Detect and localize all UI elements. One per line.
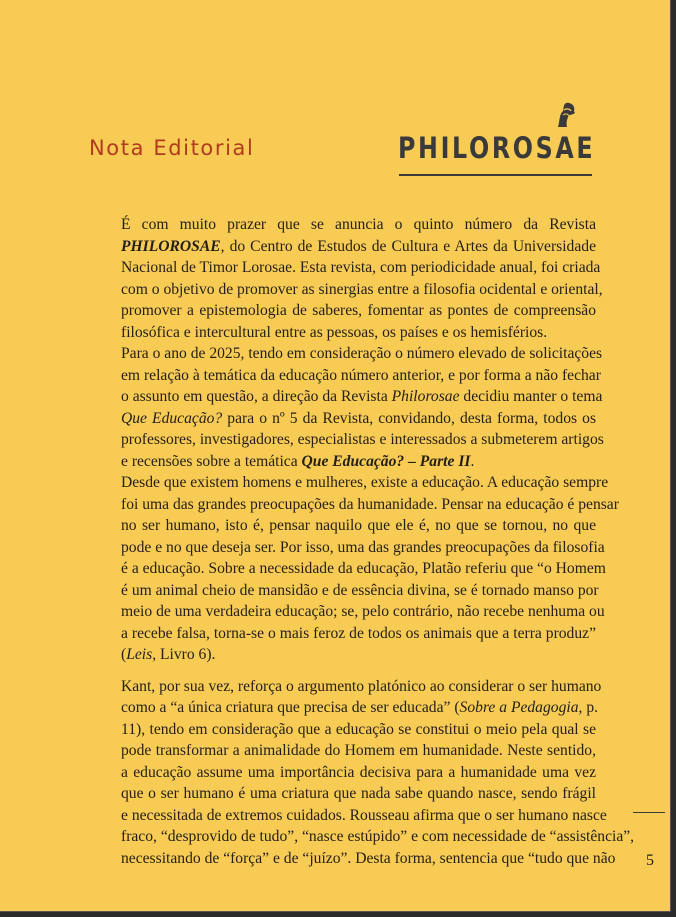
paragraph-intro: [102, 214, 603, 343]
journal-name: PHILOROSAE: [121, 237, 221, 255]
text-line: com o objetivo de promover as sinergias entre a filosofia ocidental e oriental,: [121, 280, 603, 298]
text-line: professores, investigadores, especialistas e interessados a submeterem artigos: [121, 431, 604, 448]
text-line: Nacional de Timor Lorosae. Esta revista, com periodicidade anual, foi criada: [121, 259, 601, 276]
text-line: que o ser humano é uma criatura que nada sabe quando nasce, sendo frágil: [121, 785, 596, 802]
text-line: é a educação. Sobre a necessidade da educação, Platão referiu que “o Homem: [121, 560, 606, 577]
text-line: (Leis, Livro 6).: [121, 646, 216, 663]
theme-title: Que Educação? – Parte II: [301, 452, 471, 470]
logo-underline: [399, 174, 592, 176]
text-line: PHILOROSAE, do Centro de Estudos de Cultura e Artes da Universidade: [121, 237, 596, 255]
editorial-body: [102, 214, 635, 869]
text-line: necessitando de “força” e de “juízo”. Desta forma, sentencia que “tudo que não: [121, 849, 616, 867]
section-title: Nota Editorial: [89, 136, 255, 160]
text-line: pode e no que deseja ser. Por isso, uma das grandes preocupações da filosofia: [121, 538, 605, 556]
text-line: a educação assume uma importância decisiva para a humanidade uma vez: [121, 763, 596, 781]
page-number: 5: [646, 852, 654, 869]
text-line: meio de uma verdadeira educação; se, pelo contrário, não recebe nenhuma ou: [121, 603, 605, 620]
text-line: como a “a única criatura que precisa de ser educada” (Sobre a Pedagogia, p.: [121, 699, 599, 716]
philorosae-logo: [398, 102, 598, 176]
text-line: o assunto em questão, a direção da Revista Philorosae decidiu manter o tema: [121, 388, 603, 405]
text-line: promover a epistemologia de saberes, fomentar as pontes de compreensão: [121, 302, 596, 319]
text-line: é um animal cheio de mansidão e de essência divina, se é tornado manso por: [121, 581, 599, 599]
text-line: em relação à temática da educação número anterior, e por forma a não fechar: [121, 366, 601, 384]
text-line: e recensões sobre a temática Que Educação? – Parte II.: [121, 452, 475, 470]
text-line: Que Educação? para o nº 5 da Revista, convidando, desta forma, todos os: [121, 409, 597, 427]
paragraph-education: [102, 472, 619, 666]
logo-wordmark: PHILOROSAE: [398, 131, 596, 165]
text-line: Desde que existem homens e mulheres, existe a educação. A educação sempre: [121, 474, 609, 491]
rose-logo-icon: [554, 102, 576, 128]
text-line: a recebe falsa, torna-se o mais feroz de todos os animais que a terra produz”: [121, 624, 596, 642]
text-line: foi uma das grandes preocupações da humanidade. Pensar na educação é pensar: [121, 495, 619, 513]
paragraph-kant: [102, 676, 635, 870]
text-line: 11), tendo em consideração que a educação se constitui o meio pela qual se: [121, 720, 596, 738]
text-line: Para o ano de 2025, tendo em consideração o número elevado de solicitações: [121, 345, 603, 362]
text-line: filosófica e intercultural entre as pessoas, os países e os hemisférios.: [121, 323, 548, 341]
text-line: Kant, por sua vez, reforça o argumento platónico ao considerar o ser humano: [121, 677, 602, 695]
text-line: pode transformar a animalidade do Homem em humanidade. Neste sentido,: [121, 742, 596, 759]
text-line: fraco, “desprovido de tudo”, “nasce estúpido” e com necessidade de “assistência”,: [121, 828, 635, 845]
paragraph-theme: [102, 343, 604, 472]
text-line: e necessitada de extremos cuidados. Rousseau afirma que o ser humano nasce: [121, 806, 607, 824]
text-line: É com muito prazer que se anuncia o quinto número da Revista: [121, 216, 596, 233]
footnote-rule: [633, 812, 665, 813]
text-line: no ser humano, isto é, pensar naquilo que ele é, no que se tornou, no que: [121, 517, 596, 534]
